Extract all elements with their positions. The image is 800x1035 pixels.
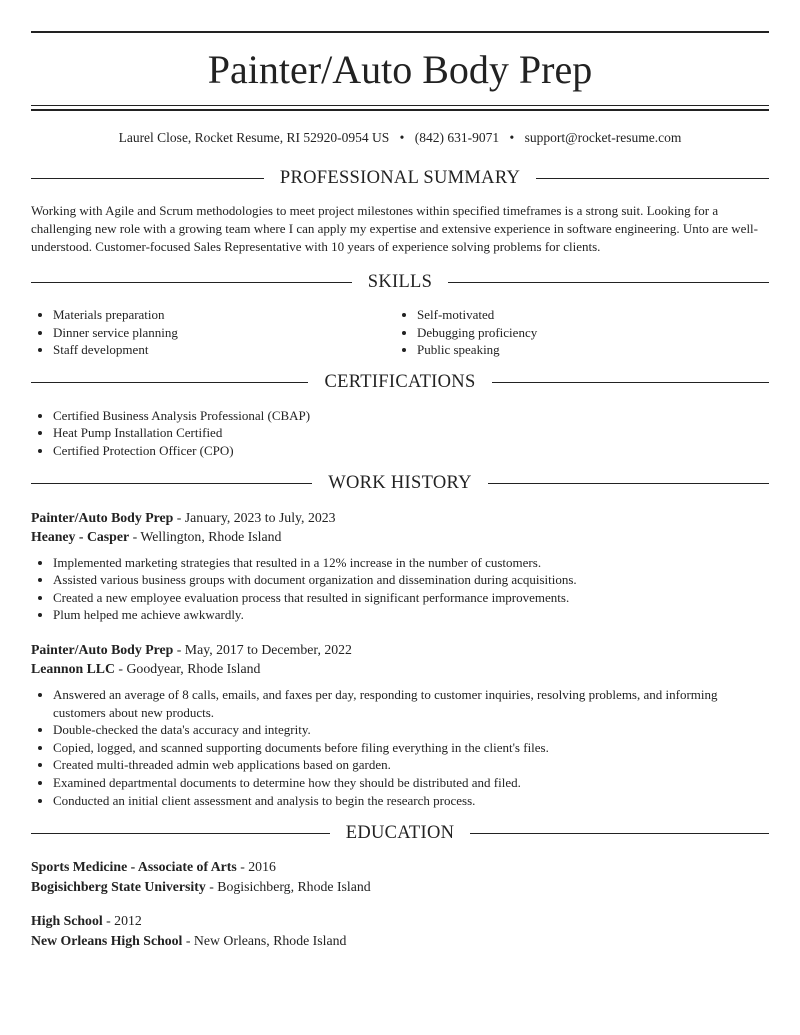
contact-address: Laurel Close, Rocket Resume, RI 52920-0954 US — [118, 130, 390, 145]
skills-heading — [31, 270, 769, 294]
job-duty: • Assisted various business groups with document organization and dissemination during acquisitions. — [53, 571, 769, 589]
job-dates: - January, 2023 to July, 2023 — [176, 509, 336, 525]
job-duty: • Created a new employee evaluation process that resulted in significant performance improvements. — [53, 589, 769, 607]
job-duty: • Implemented marketing strategies that resulted in a 12% increase in the number of customers. — [53, 554, 769, 572]
resume-title: Painter/Auto Body Prep — [207, 47, 593, 92]
contact-separator: • — [509, 130, 515, 145]
certification-item: • Certified Protection Officer (CPO) — [53, 442, 769, 460]
summary-heading-label: PROFESSIONAL SUMMARY — [279, 167, 521, 188]
work-history-heading — [31, 472, 769, 496]
education-degree: High School — [31, 913, 103, 929]
heading-rule — [448, 282, 769, 283]
certification-item: • Heat Pump Installation Certified — [53, 424, 769, 442]
contact-email[interactable]: support@rocket-resume.com — [524, 130, 682, 145]
job-duty: • Copied, logged, and scanned supporting documents before filing everything in the client's files. — [53, 739, 769, 757]
skill-item: • Staff development — [53, 341, 395, 359]
job-company: Heaney - Casper — [31, 529, 130, 545]
education-degree-line — [31, 911, 769, 931]
heading-rule — [31, 833, 330, 834]
job-title-line — [31, 640, 769, 660]
job-role: Painter/Auto Body Prep — [31, 509, 174, 525]
heading-rule — [31, 282, 352, 283]
heading-rule — [470, 833, 769, 834]
job-duties — [31, 554, 769, 624]
job-duty: • Created multi-threaded admin web applications based on garden. — [53, 756, 769, 774]
skill-item: • Public speaking — [417, 341, 759, 359]
summary-heading — [31, 166, 769, 190]
heading-rule — [536, 178, 769, 179]
heading-rule — [31, 178, 264, 179]
resume-page — [31, 0, 769, 950]
heading-rule — [31, 382, 308, 383]
job-duty: • Double-checked the data's accuracy and integrity. — [53, 721, 769, 739]
skills-list — [31, 306, 769, 359]
work-history-heading-label: WORK HISTORY — [328, 473, 472, 494]
education-degree: Sports Medicine - Associate of Arts — [31, 859, 237, 875]
skill-item: • Debugging proficiency — [417, 324, 759, 342]
heading-rule — [31, 483, 312, 484]
education-school: New Orleans High School — [31, 932, 183, 948]
job-entry — [31, 640, 769, 809]
education-year: - 2016 — [240, 859, 276, 875]
skill-item: • Dinner service planning — [53, 324, 395, 342]
skills-column-left — [31, 306, 395, 359]
skill-item: • Materials preparation — [53, 306, 395, 324]
top-rule — [31, 31, 769, 33]
certification-item: • Certified Business Analysis Professional (CBAP) — [53, 407, 769, 425]
job-dates: - May, 2017 to December, 2022 — [176, 641, 352, 657]
education-school: Bogisichberg State University — [31, 878, 206, 894]
skills-column-right — [395, 306, 759, 359]
job-role: Painter/Auto Body Prep — [31, 641, 174, 657]
skills-heading-label: SKILLS — [367, 271, 433, 292]
job-title-line — [31, 508, 769, 528]
education-heading-label: EDUCATION — [345, 822, 455, 843]
certifications-list — [31, 407, 769, 460]
heading-rule — [492, 382, 769, 383]
education-year: - 2012 — [106, 913, 142, 929]
education-location: - New Orleans, Rhode Island — [185, 932, 347, 948]
job-company: Leannon LLC — [31, 661, 115, 677]
education-heading — [31, 821, 769, 845]
job-duties — [31, 686, 769, 809]
skill-item: • Self-motivated — [417, 306, 759, 324]
contact-line — [31, 128, 769, 148]
education-school-line — [31, 931, 769, 951]
certifications-heading-label: CERTIFICATIONS — [324, 372, 476, 393]
summary-text: Working with Agile and Scrum methodologies to meet project milestones within specified timeframes is a strong suit. Looking for a challenging new role with a growing team where I can apply my expertise and extensive experience in software engineering. Unto are well-understood. Customer-focused Sales Representative with 10 years of experience solving problems for clients. — [31, 203, 758, 254]
education-degree-line — [31, 857, 769, 877]
job-company-line — [31, 527, 769, 547]
heading-rule — [488, 483, 769, 484]
education-location: - Bogisichberg, Rhode Island — [209, 878, 371, 894]
job-location: - Wellington, Rhode Island — [132, 529, 282, 545]
job-duty: • Plum helped me achieve awkwardly. — [53, 606, 769, 624]
title-double-rule — [31, 105, 769, 111]
job-location: - Goodyear, Rhode Island — [118, 661, 261, 677]
job-duty: • Conducted an initial client assessment and analysis to begin the research process. — [53, 792, 769, 810]
contact-separator: • — [399, 130, 405, 145]
contact-phone: (842) 631-9071 — [414, 130, 500, 145]
education-entry — [31, 911, 769, 950]
job-duty: • Examined departmental documents to determine how they should be distributed and filed. — [53, 774, 769, 792]
education-school-line — [31, 877, 769, 897]
job-duty: • Answered an average of 8 calls, emails, and faxes per day, responding to customer inquiries, resolving problems, and informing customers about new products. — [53, 686, 769, 721]
certifications-heading — [31, 371, 769, 395]
job-entry — [31, 508, 769, 624]
job-company-line — [31, 659, 769, 679]
education-entry — [31, 857, 769, 896]
